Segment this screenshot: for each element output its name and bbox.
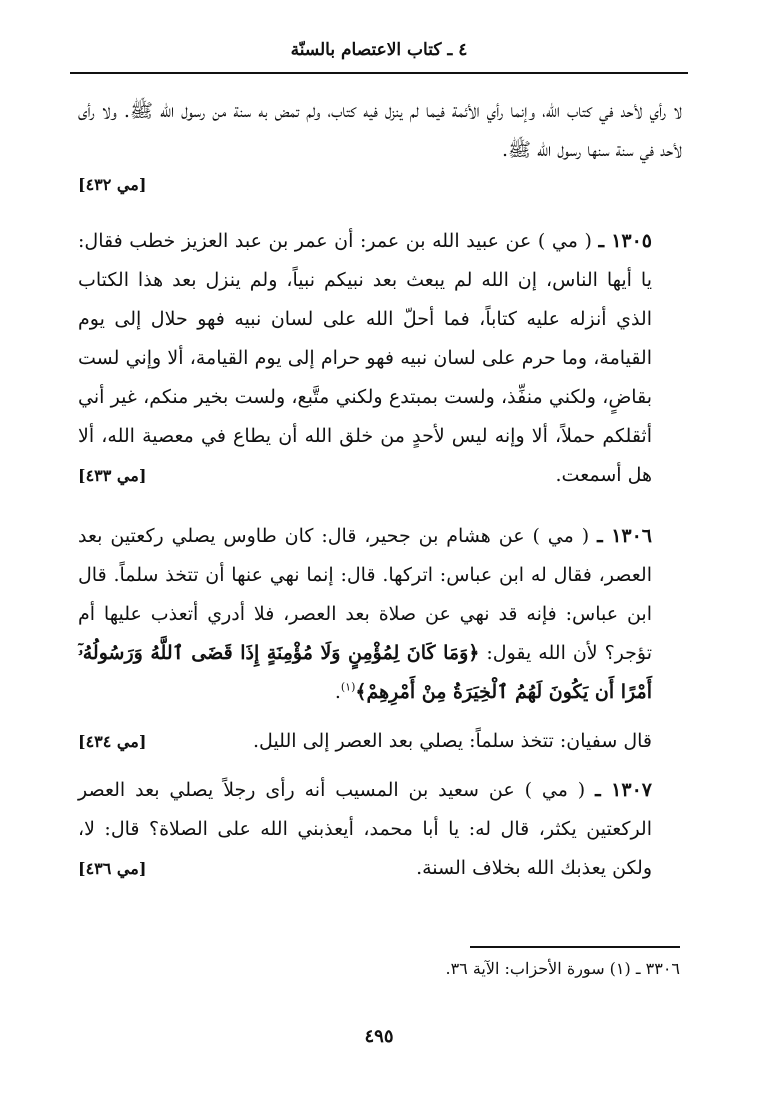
footnote-marker: (١) <box>340 680 356 694</box>
hadith-text-end: . <box>334 681 341 703</box>
hadith-1307 <box>78 771 682 888</box>
running-head: ٤ ـ كتاب الاعتصام بالسنّة <box>290 40 468 60</box>
quran-verse: ﴿وَمَا كَانَ لِمُؤْمِنٍ وَلَا مُؤْمِنَةٍ إِذَا قَضَى ٱللَّهُ وَرَسُولُهُۥٓ أَمْرًا أَن يَكُونَ لَهُمُ ٱلْخِيَرَةُ مِنْ أَمْرِهِمْ﴾ <box>78 642 652 703</box>
hadith-1305 <box>78 222 682 495</box>
source-reference: [مي ٤٣٤] <box>78 732 147 751</box>
hadith-text: ( مي ) عن سعيد بن المسيب أنه رأى رجلاً يصلي بعد العصر الركعتين يكثر، قال له: يا أبا محمد، أيعذبني الله على الصلاة؟ قال: لا، ولكن يعذبك الله بخلاف السنة. <box>78 779 652 879</box>
hadith-text: ( مي ) عن هشام بن جحير، قال: كان طاوس يصلي ركعتين بعد العصر، فقال له ابن عباس: اتركها. قال: إنما نهي عنها أن تتخذ سلماً. قال ابن عباس: فإنه قد نهي عن صلاة بعد العصر، فلا أدري أتعذب عليها أم تؤجر؟ لأن الله يقول: <box>78 525 653 664</box>
page-body <box>78 92 682 888</box>
header-rule <box>70 72 688 74</box>
hadith-text: ( مي ) عن عبيد الله بن عمر: أن عمر بن عبد العزيز خطب فقال: يا أيها الناس، إن الله لم يبعث بعد نبيكم نبياً، ولم ينزل بعد هذا الكتاب الذي أنزله عليه كتاباً، فما أحلّ الله على لسان نبيه فهو حلال إلى يوم القيامة، وما حرم على لسان نبيه فهو حرام إلى يوم القيامة، ألا وإني لست بقاضٍ، ولكني منفِّذ، ولست بمبتدع ولكني متَّبع، ولست بخير منكم، غير أني أثقلكم حملاً، ألا وإنه ليس لأحدٍ من خلق الله أن يطاع في معصية الله، ألا هل أسمعت. <box>78 230 652 486</box>
paragraph-continuation <box>78 92 682 170</box>
hadith-number: ١٣٠٦ ـ <box>597 525 653 547</box>
hadith-number: ١٣٠٧ ـ <box>595 779 652 801</box>
hadith-number: ١٣٠٥ ـ <box>598 230 653 252</box>
paragraph-text: لا رأي لأحد في كتاب الله، وإنما رأي الأئمة فيما لم ينزل فيه كتاب، ولم تمض به سنة من رسول الله ﷺ. ولا رأى لأحد في سنة سنها رسول الله ﷺ. <box>78 100 682 161</box>
source-reference: [مي ٤٣٦] <box>78 859 147 878</box>
footnote: ٣٣٠٦ ـ (١) سورة الأحزاب: الآية ٣٦. <box>445 959 680 978</box>
footnote-rule <box>470 946 680 948</box>
sufyan-comment <box>78 722 682 761</box>
hadith-1306 <box>78 517 682 712</box>
page-number: ٤٩٥ <box>364 1026 394 1047</box>
comment-text: قال سفيان: تتخذ سلماً: يصلي بعد العصر إلى الليل. <box>253 730 652 752</box>
source-reference: [مي ٤٣٢] <box>78 175 147 194</box>
source-reference: [مي ٤٣٣] <box>78 466 147 485</box>
